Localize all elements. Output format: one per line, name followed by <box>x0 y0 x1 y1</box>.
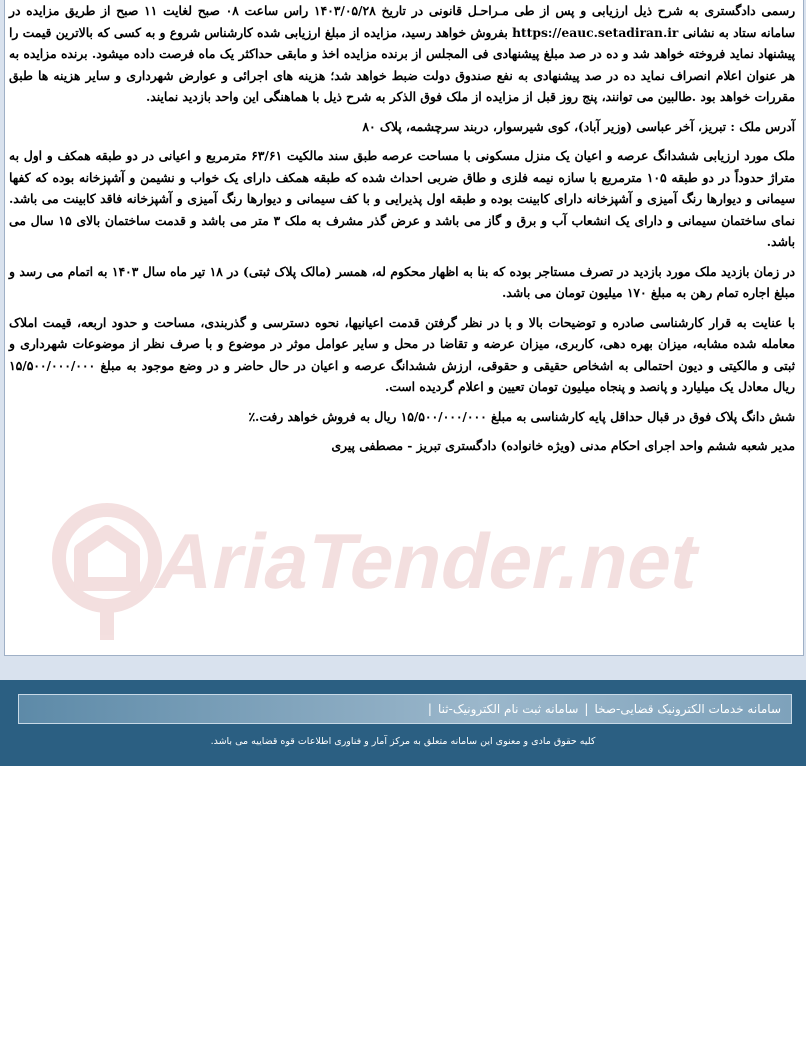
tenancy-note: در زمان بازدید ملک مورد بازدید در تصرف مستاجر بوده که بنا به اظهار محکوم له، همسر (مالک پلاک ثبتی) در ۱۸ تیر ماه سال ۱۴۰۳ به اتمام می رسد و مبلغ اجاره تمام رهن به مبلغ ۱۷۰ میلیون تومان می باشد. <box>9 263 795 300</box>
property-description: ملک مورد ارزیابی ششدانگ عرصه و اعیان یک منزل مسکونی با مساحت عرصه طبق سند مالکیت ۶۳/۶۱ مترمربع و اعیانی در دو طبقه همکف و اول به متراژ حدوداً در دو طبقه ۱۰۵ مترمربع با سازه نیمه فلزی و طاق ضربی احداث شده که طبقه همکف دارای یک خواب و نشیمن و آشپزخانه بوده که کفها سیمانی و دیوارها رنگ آمیزی و آشپزخانه دارای کابینت بوده و طبقه اول پذیرایی و با کف سیمانی و دیوارها رنگ آمیزی و آشپزخانه فاقد کابینت می باشد. نمای ساختمان سیمانی و دارای یک انشعاب آب و برق و گاز می باشد و عرض گذر مشرف به ملک ۳ متر می باشد و قدمت ساختمان بالای ۱۵ سال می باشد. <box>9 148 795 249</box>
property-address: آدرس ملک : تبریز، آخر عباسی (وزیر آباد)، کوی شیرسوار، دربند سرچشمه، پلاک ۸۰ <box>362 118 795 134</box>
valuation-paragraph: با عنایت به قرار کارشناسی صادره و توضیحات بالا و با در نظر گرفتن قدمت اعیانیها، نحوه دسترسی و گذربندی، مساحت و حدود اربعه، قیمت املاک معامله شده مشابه، میزان بهره دهی، کاربری، میزان عرضه و تقاضا در محل و سایر عوامل موثر در موضوع و با صرف نظر از موضوعات شهرداری و ثبتی و مالکیتی و دیون احتمالی به اشخاص حقیقی و حقوقی، ارزش ششدانگ عرصه و اعیان در حال حاضر و در وضع موجود به مبلغ ۱۵/۵۰۰/۰۰۰/۰۰۰ ریال معادل یک میلیارد و پانصد و پنجاه میلیون تومان تعیین و اعلام گردیده است. <box>9 314 795 394</box>
notice-paragraph-intro: رسمی دادگستری به شرح ذیل ارزیابی و پس از طی مـراحـل قانونی در تاریخ ۱۴۰۳/۰۵/۲۸ راس ساعت ۰۸ صبح لغایت ۱۱ صبح از طریق مزایده در سامانه ستاد به نشانی https://eauc.setadiran.ir بفروش خواهد رسید، مزایده از مبلغ ارزیابی شده کارشناس شروع و به کسی که بالاترین قیمت را پیشنهاد نماید فروخته خواهد شد و ده در صد مبلغ پیشنهادی فی المجلس از برنده مزایده اخذ و مابقی حداکثر یک ماه فرصت داده میشود. برنده مزایده به هر عنوان اعلام انصراف نماید ده در صد پیشنهادی به نفع صندوق دولت ضبط خواهد شد؛ هزینه های اجرائی و عوارض شهرداری و سایر هزینه ها طبق مقررات خواهد بود .طالبین می توانند، پنج روز قبل از مزایده از ملک فوق الذکر به شرح ذیل با هماهنگی این واحد بازدید نمایند. <box>9 3 796 104</box>
watermark-text: AriaTender.net <box>148 517 708 605</box>
footer-link-sakha[interactable]: سامانه خدمات الکترونیک قضایی-صخا <box>594 702 781 716</box>
ariatender-watermark <box>45 480 708 650</box>
footer-links-bar <box>18 694 792 724</box>
footer-separator-end: | <box>427 702 432 716</box>
signature-line: مدیر شعبه ششم واحد اجرای احکام مدنی (ویژه خانواده) دادگستری تبریز - مصطفی پیری <box>331 438 795 453</box>
copyright-text: کلیه حقوق مادی و معنوی این سامانه متعلق به مرکز آمار و فناوری اطلاعات قوه قضاییه می باشد. <box>210 736 596 747</box>
footer-separator: | <box>584 702 589 716</box>
footer-link-sana[interactable]: سامانه ثبت نام الکترونیک-ثنا <box>437 702 579 716</box>
auction-notice-text <box>9 0 795 465</box>
minimum-price-line: شش دانگ پلاک فوق در قبال حداقل پایه کارشناسی به مبلغ ۱۵/۵۰۰/۰۰۰/۰۰۰ ریال به فروش خواهد رفت.٪ <box>248 408 795 424</box>
notice-panel <box>4 0 804 656</box>
ariatender-logo-icon <box>59 510 155 640</box>
site-footer <box>0 680 806 766</box>
